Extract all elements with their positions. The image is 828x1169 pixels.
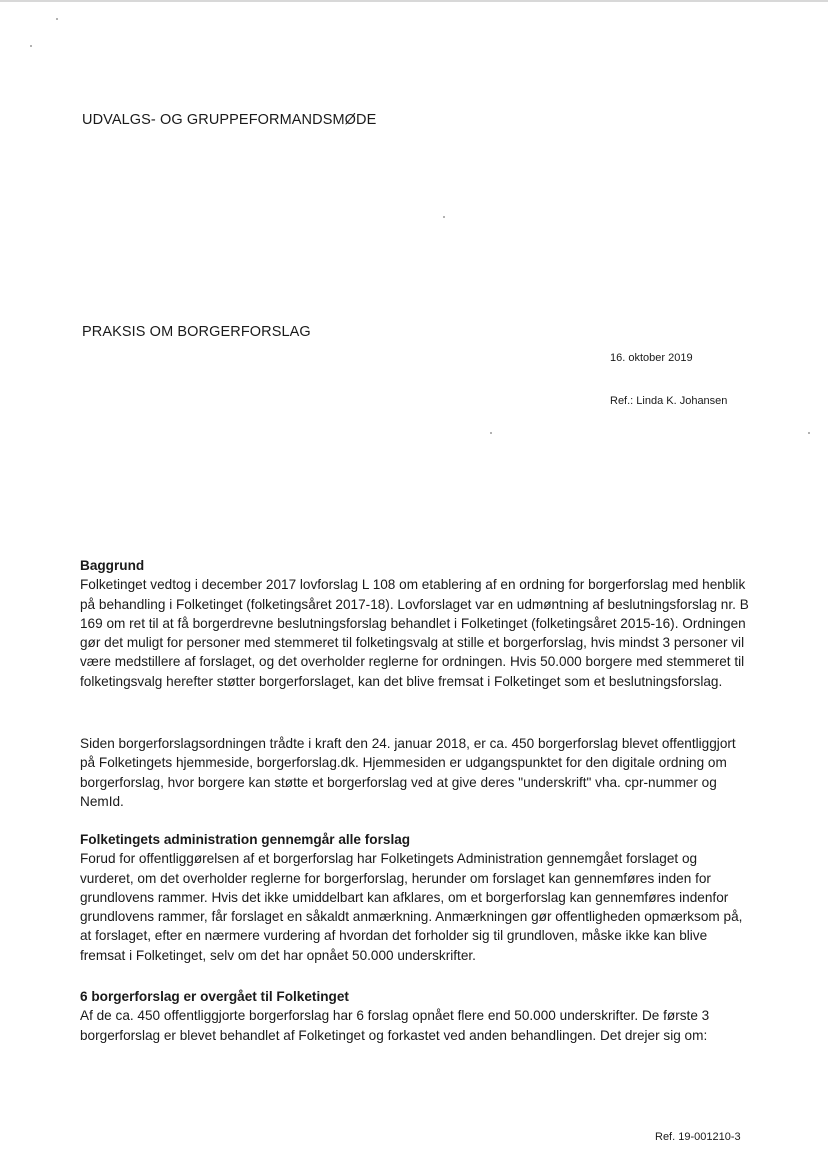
paragraph: Af de ca. 450 offentliggjorte borgerforslag har 6 forslag opnået flere end 50.000 underskrifter. De første 3 borgerforslag er blevet behandlet af Folketinget og forkastet ved anden behandlingen. Det drejer sig om:	[80, 1008, 710, 1043]
paragraph: Folketinget vedtog i december 2017 lovforslag L 108 om etablering af en ordning for borgerforslag med henblik på behandling i Folketinget (folketingsåret 2017-18). Lovforslaget var en udmøntning af beslutningsforslag nr. B 169 om ret til at få borgerdrevne beslutningsforslag behandlet i Folketinget (folketingsåret 2015-16). Ordningen gør det muligt for personer med stemmeret til folketingsvalg at stille et borgerforslag, hvis mindst 3 personer vil være medstillere af forslaget, og det overholder reglerne for ordningen. Hvis 50.000 borgere med stemmeret til folketingsvalg herefter støtter borgerforslaget, kan det blive fremsat i Folketinget som et beslutningsforslag.	[80, 577, 749, 689]
footer-reference: Ref. 19-001210-3	[655, 1131, 741, 1143]
section-administration	[80, 830, 750, 965]
reference-person: Ref.: Linda K. Johansen	[610, 395, 728, 407]
section-background	[80, 556, 750, 691]
scan-speck	[490, 432, 492, 434]
paragraph: Forud for offentliggørelsen af et borgerforslag har Folketingets Administration gennemgået forslaget og vurderet, om det overholder reglerne for borgerforslag, herunder om forslaget kan gennemføres inden for grundlovens rammer. Hvis det ikke umiddelbart kan afklares, om et borgerforslag kan gennemføres indenfor grundlovens rammer, får forslaget en såkaldt anmærkning. Anmærkningen gør offentligheden opmærksom på, at forslaget, efter en nærmere vurdering af hvordan det forholder sig til grundloven, måske ikke kan blive fremsat i Folketinget, selv om det har opnået 50.000 underskrifter.	[80, 851, 743, 963]
section-heading: 6 borgerforslag er overgået til Folketinget	[80, 989, 349, 1004]
section-background-continued	[80, 734, 750, 811]
section-heading: Folketingets administration gennemgår alle forslag	[80, 832, 411, 847]
paragraph: Siden borgerforslagsordningen trådte i kraft den 24. januar 2018, er ca. 450 borgerforslag blevet offentliggjort på Folketingets hjemmeside, borgerforslag.dk. Hjemmesiden er udgangspunktet for den digitale ordning om borgerforslag, hvor borgere kan støtte et borgerforslag ved at give deres "underskrift" vha. cpr-nummer og NemId.	[80, 736, 736, 809]
scan-speck	[30, 45, 32, 47]
section-six-proposals	[80, 987, 750, 1045]
scan-speck	[56, 18, 58, 20]
scan-speck	[808, 432, 810, 434]
scan-speck	[443, 216, 445, 218]
section-heading: Baggrund	[80, 558, 145, 573]
document-date: 16. oktober 2019	[610, 352, 693, 364]
meeting-title: UDVALGS- OG GRUPPEFORMANDSMØDE	[82, 112, 377, 128]
scan-top-edge	[0, 0, 828, 2]
document-title: PRAKSIS OM BORGERFORSLAG	[82, 324, 311, 340]
